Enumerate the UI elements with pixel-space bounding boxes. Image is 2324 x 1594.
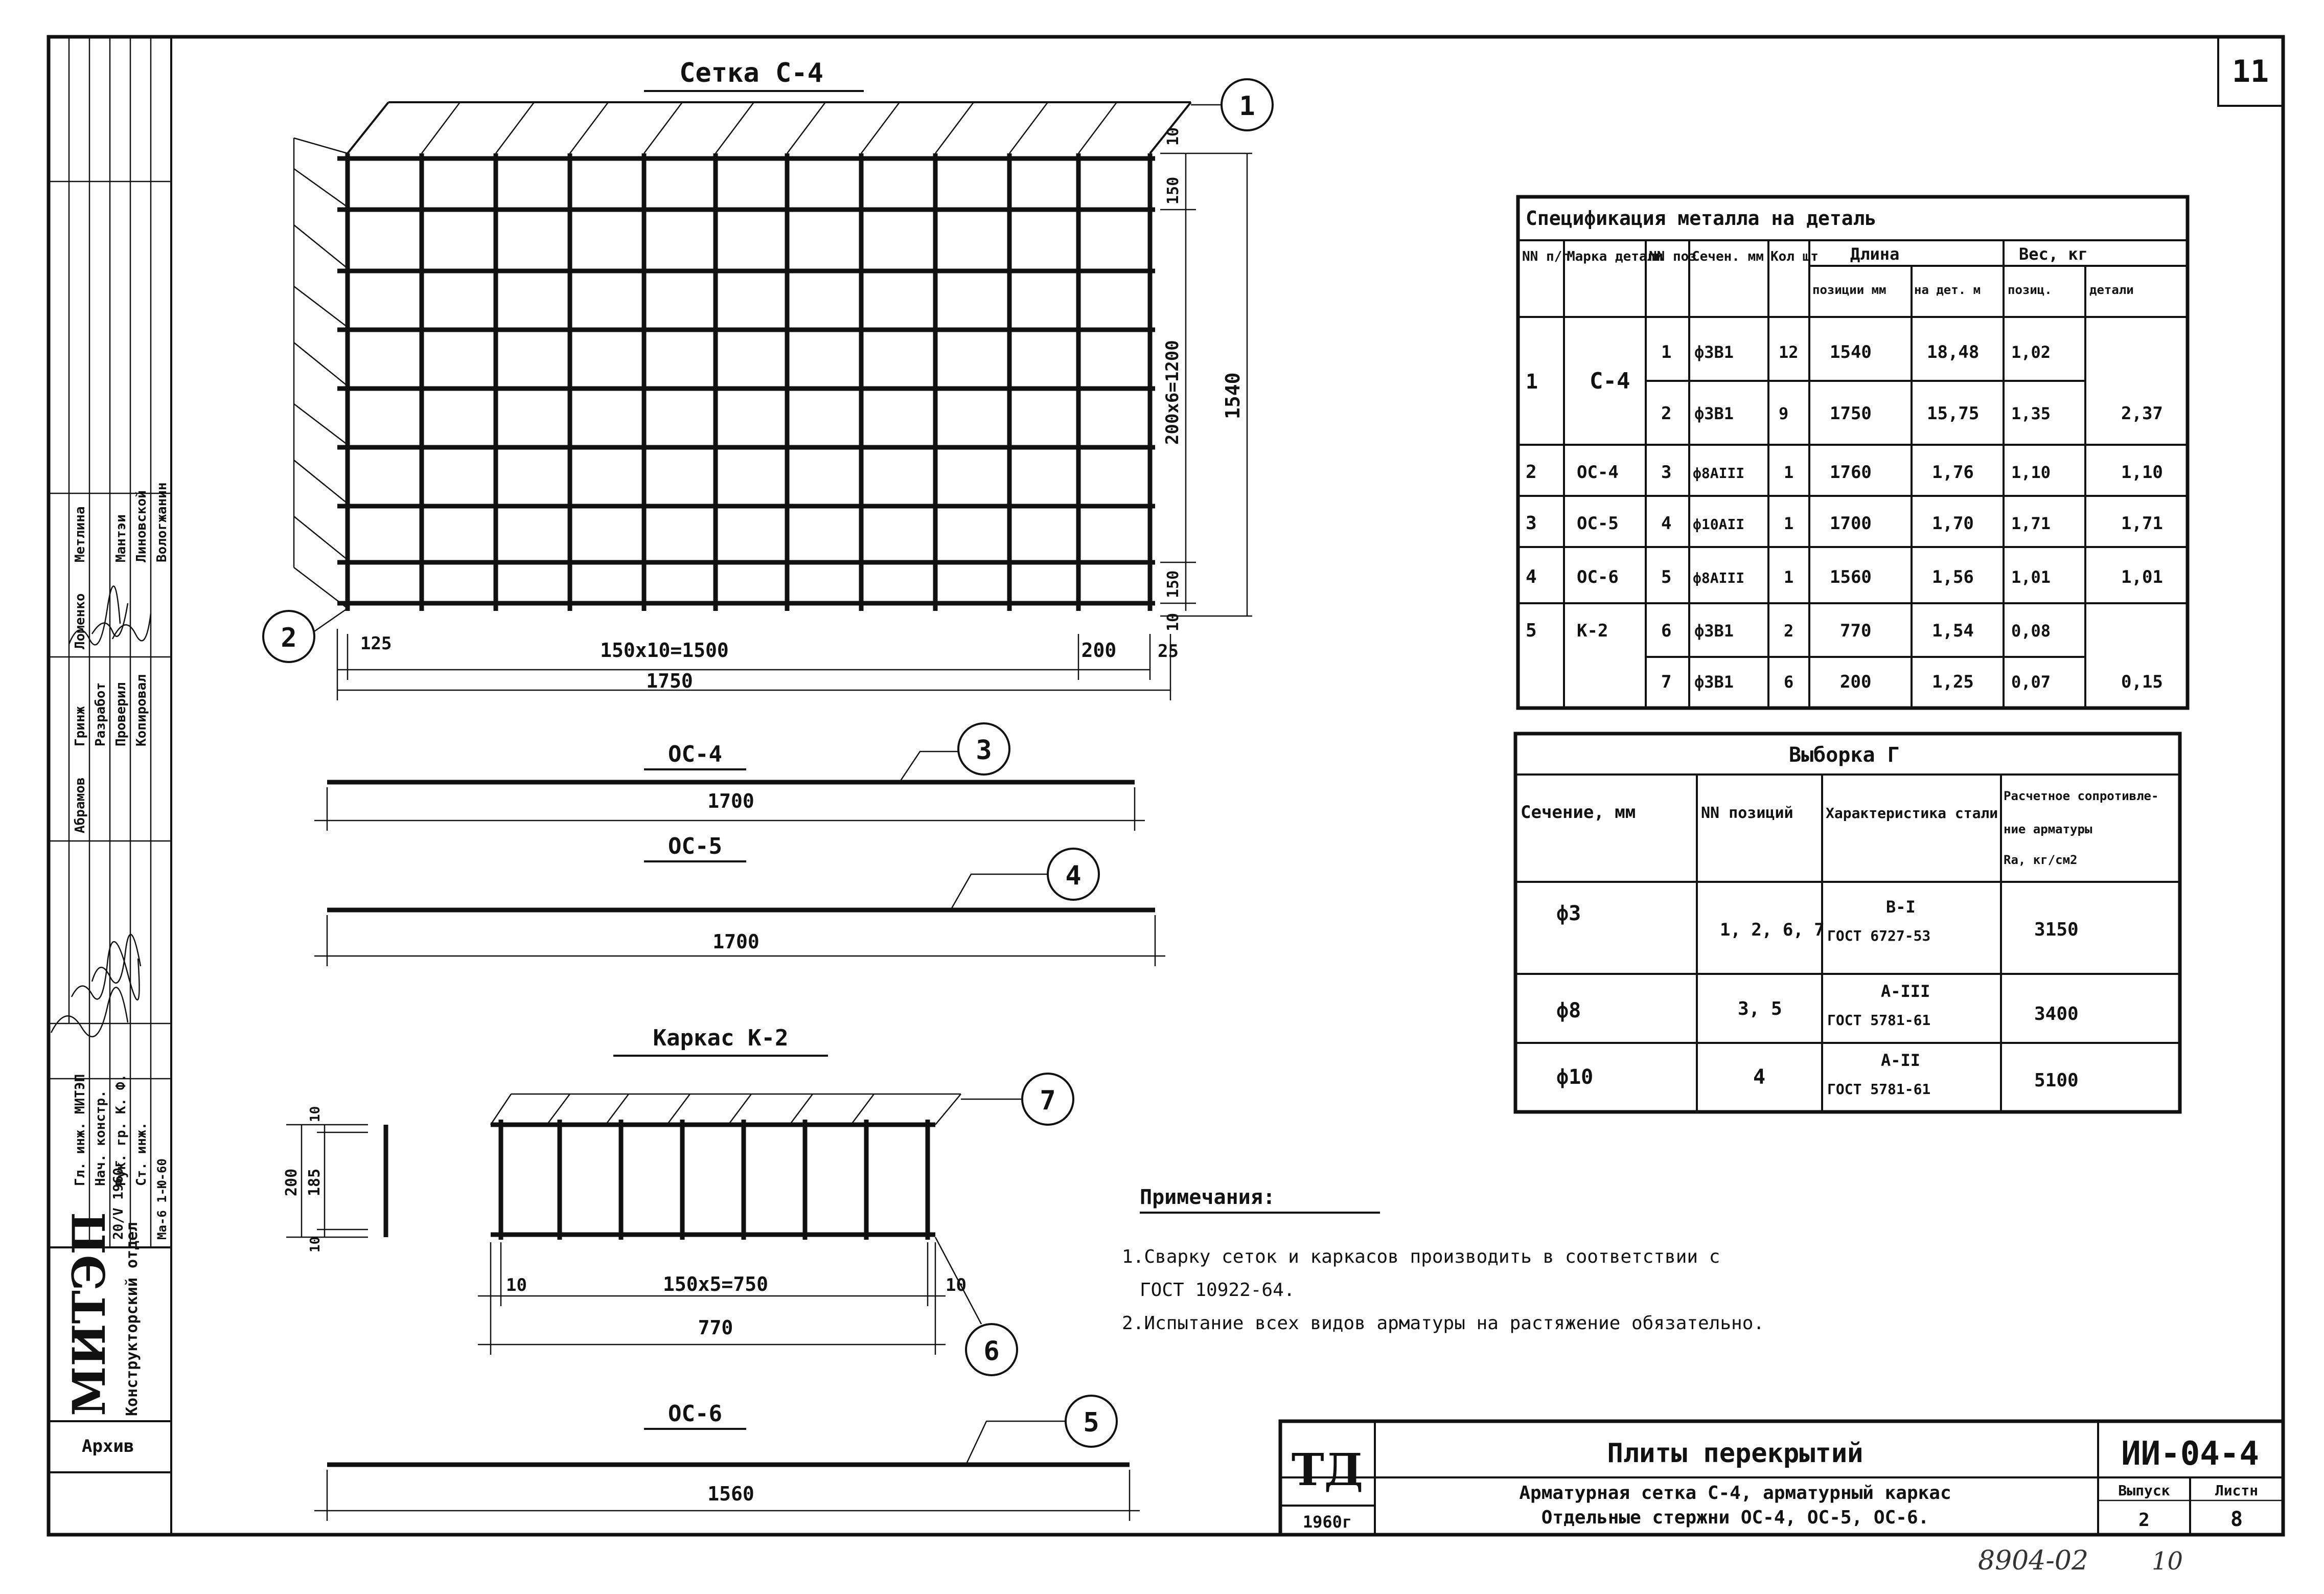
- spec-r4-lpos: 1700: [1830, 513, 1872, 534]
- sel-h-res1: Расчетное сопротивле-: [2004, 789, 2159, 803]
- stamp-role-2: Нач. констр.: [93, 1090, 108, 1186]
- spec-r5-mark: ОС-6: [1577, 567, 1619, 587]
- spec-r3-wdet: 1,10: [2121, 462, 2163, 483]
- spec-r7-ldet: 1,25: [1932, 672, 1974, 692]
- spec-r7-sec: ф3В1: [1694, 672, 1734, 692]
- spec-r5-pos: 5: [1661, 567, 1672, 587]
- sheet-border: [49, 37, 2283, 1535]
- sel-r2-char1: А-III: [1881, 982, 1930, 1001]
- spec-h-mark: Марка детали: [1567, 249, 1663, 264]
- spec-h-len: Длина: [1850, 244, 1900, 264]
- frame-dim-right: 10: [946, 1275, 967, 1295]
- notes-title: Примечания:: [1140, 1186, 1275, 1209]
- callout-5: 5: [1083, 1407, 1099, 1438]
- sel-h-pos: NN позиций: [1701, 804, 1793, 822]
- spec-r6-lpos: 770: [1840, 621, 1872, 641]
- sel-r3-sec: ф10: [1556, 1065, 1594, 1089]
- spec-r4-sec: ф10АII: [1693, 516, 1745, 533]
- spec-r3-pos: 3: [1661, 462, 1672, 483]
- bar-os6-length: 1560: [707, 1483, 754, 1505]
- spec-r3-sec: ф8АIII: [1693, 465, 1745, 482]
- inventory-suffix: 10: [2152, 1547, 2183, 1576]
- spec-r2-wpos: 1,35: [2011, 404, 2051, 423]
- spec-r1-lpos: 1540: [1830, 342, 1872, 362]
- callout-2: 2: [281, 623, 297, 653]
- sel-r3-char1: А-II: [1881, 1051, 1921, 1070]
- mesh-dim-rtotal: 1540: [1222, 372, 1244, 419]
- mesh-dim-rmid: 200х6=1200: [1162, 340, 1183, 445]
- stamp-org: МИТЭП: [62, 1212, 116, 1416]
- spec-r3-ldet: 1,76: [1932, 462, 1974, 483]
- title-td: ТД: [1291, 1444, 1364, 1496]
- stamp-colname-3: Вологжанин: [154, 482, 170, 562]
- spec-r4-wpos: 1,71: [2011, 514, 2051, 533]
- signature-2: [72, 942, 140, 1000]
- sel-r1-res: 3150: [2034, 919, 2079, 940]
- title-sub-1: Арматурная сетка С-4, арматурный каркас: [1519, 1483, 1951, 1504]
- stamp-name-1: Абрамов: [73, 777, 88, 833]
- spec-r1-pos: 1: [1661, 342, 1672, 362]
- bar-os6-title: ОС-6: [668, 1401, 722, 1427]
- spec-r1-nn: 1: [1526, 370, 1538, 394]
- bar-os4-length: 1700: [707, 790, 754, 812]
- stamp-role-1: Гл. инж. МИТЭП: [73, 1074, 88, 1186]
- spec-r7-lpos: 200: [1840, 672, 1872, 692]
- callout-7: 7: [1040, 1085, 1056, 1116]
- title-sheet-label: Листн: [2215, 1482, 2259, 1499]
- stamp-col-1: Разработ: [93, 682, 108, 746]
- spec-h-qty: Кол шт: [1770, 249, 1819, 264]
- sel-r3-char2: ГОСТ 5781-61: [1827, 1081, 1931, 1098]
- spec-r3-mark: ОС-4: [1577, 462, 1619, 483]
- mesh-title: Сетка С-4: [679, 58, 823, 88]
- frame-sec-bot: 10: [308, 1236, 323, 1253]
- stamp-colname-2: Линовской: [134, 490, 149, 562]
- spec-r5-ldet: 1,56: [1932, 567, 1974, 587]
- sel-r2-res: 3400: [2034, 1004, 2079, 1024]
- frame-title: Каркас К-2: [653, 1025, 789, 1051]
- spec-r4-pos: 4: [1661, 513, 1672, 534]
- spec-r6-ldet: 1,54: [1932, 621, 1974, 641]
- sel-r1-pos: 1, 2, 6, 7: [1720, 920, 1825, 940]
- title-designation: ИИ-04-4: [2121, 1435, 2259, 1473]
- sel-title: Выборка Г: [1789, 743, 1900, 767]
- spec-r1-ldet: 18,48: [1927, 342, 1980, 362]
- spec-h-wt-det: детали: [2089, 283, 2134, 297]
- spec-r7-qty: 6: [1784, 672, 1794, 692]
- stamp-name-2: Гринж: [73, 706, 88, 746]
- mesh-dim-r10a: 10: [1164, 127, 1182, 146]
- sel-r2-sec: ф8: [1556, 999, 1581, 1022]
- stamp-role-3: Рук. гр. К. Ф.: [113, 1074, 129, 1186]
- callout-3: 3: [976, 735, 992, 766]
- title-issue-label: Выпуск: [2118, 1482, 2170, 1499]
- spec-r6-nn: 5: [1526, 620, 1537, 641]
- title-sub-2: Отдельные стержни ОС-4, ОС-5, ОС-6.: [1541, 1507, 1929, 1528]
- notes-line-1: 1.Сварку сеток и каркасов производить в соответствии с: [1122, 1246, 1720, 1267]
- spec-r2-sec: ф3В1: [1694, 404, 1734, 423]
- mesh-dim-25: 25: [1158, 641, 1179, 662]
- spec-r1-mark: С-4: [1590, 368, 1630, 394]
- spec-r5-wdet: 1,01: [2121, 567, 2163, 587]
- spec-r2-qty: 9: [1779, 404, 1789, 423]
- title-main: Плиты перекрытий: [1607, 1438, 1863, 1469]
- spec-r3-nn: 2: [1526, 462, 1537, 483]
- sel-r3-res: 5100: [2034, 1070, 2079, 1091]
- signature-6: [112, 613, 151, 641]
- callout-1: 1: [1239, 91, 1255, 122]
- spec-h-sec: Сечен. мм: [1692, 249, 1764, 264]
- sel-r2-char2: ГОСТ 5781-61: [1827, 1012, 1931, 1029]
- title-issue-value: 2: [2138, 1510, 2150, 1531]
- spec-r2-pos: 2: [1661, 403, 1672, 424]
- stamp-dept: Конструкторский отдел: [123, 1222, 141, 1416]
- spec-r5-qty: 1: [1784, 567, 1794, 587]
- bar-os5-length: 1700: [712, 930, 760, 953]
- callout-4: 4: [1065, 860, 1082, 891]
- mesh-dims-bottom: [337, 629, 1170, 700]
- frame-sec-inner: 185: [306, 1168, 324, 1196]
- spec-r3-wpos: 1,10: [2011, 463, 2051, 482]
- spec-r2-ldet: 15,75: [1927, 403, 1980, 424]
- frame-sec-top: 10: [308, 1106, 323, 1122]
- stamp-name-3: Ломенко: [73, 593, 88, 649]
- spec-h-pos: NN поз: [1649, 249, 1697, 264]
- spec-r4-ldet: 1,70: [1932, 513, 1974, 534]
- mesh-dim-r150a: 150: [1164, 176, 1182, 204]
- frame-dim-total: 770: [698, 1316, 733, 1339]
- bar-os5-title: ОС-5: [668, 833, 722, 859]
- sel-r1-char1: В-I: [1886, 897, 1916, 917]
- spec-r1-sec: ф3В1: [1694, 343, 1734, 362]
- frame-drawing: [491, 1094, 961, 1240]
- spec-r6-pos: 6: [1661, 621, 1672, 641]
- spec-r7-pos: 7: [1661, 672, 1672, 692]
- spec-r6-wpos: 0,08: [2011, 621, 2051, 641]
- frame-section: [286, 1125, 386, 1237]
- notes-line-2: 2.Испытание всех видов арматуры на растяжение обязательно.: [1122, 1313, 1765, 1334]
- title-year: 1960г: [1302, 1512, 1352, 1532]
- frame-dim-left: 10: [506, 1275, 527, 1295]
- spec-r5-sec: ф8АIII: [1693, 570, 1745, 586]
- page-number: 11: [2231, 54, 2269, 89]
- sel-h-sec: Сечение, мм: [1521, 802, 1636, 823]
- spec-r7-wpos: 0,07: [2011, 672, 2051, 692]
- sel-r1-sec: ф3: [1556, 902, 1581, 925]
- stamp-col-3: Копировал: [134, 674, 149, 746]
- spec-r7-wdet: 0,15: [2121, 672, 2163, 692]
- inventory-number: 8904-02: [1978, 1545, 2089, 1576]
- spec-r4-nn: 3: [1526, 513, 1537, 534]
- spec-r4-wdet: 1,71: [2121, 513, 2163, 534]
- frame-dim-mid: 150х5=750: [663, 1273, 768, 1295]
- spec-r4-mark: ОС-5: [1577, 513, 1619, 534]
- callout-6: 6: [983, 1336, 1000, 1367]
- sel-r3-pos: 4: [1753, 1065, 1766, 1089]
- spec-r2-wdet: 2,37: [2121, 403, 2163, 424]
- spec-r5-lpos: 1560: [1830, 567, 1872, 587]
- stamp-sig-note: Ма-6 1-Ю-60: [155, 1158, 169, 1240]
- mesh-dim-total: 1750: [646, 670, 693, 692]
- bar-os4-title: ОС-4: [668, 741, 722, 767]
- title-sheet-value: 8: [2230, 1508, 2243, 1531]
- stamp-col-2: Проверил: [113, 682, 129, 746]
- sel-h-char: Характеристика стали: [1826, 805, 1998, 822]
- mesh-dim-r150b: 150: [1164, 570, 1182, 598]
- notes-line-1b: ГОСТ 10922-64.: [1140, 1280, 1295, 1301]
- sel-h-res3: Ra, кг/см2: [2004, 853, 2078, 867]
- sel-r2-pos: 3, 5: [1738, 998, 1782, 1019]
- stamp-date: 20/V 1960г: [111, 1159, 126, 1240]
- mesh-dim-1500: 150х10=1500: [600, 639, 729, 662]
- spec-title: Спецификация металла на деталь: [1526, 207, 1877, 230]
- spec-r6-sec: ф3В1: [1694, 621, 1734, 641]
- spec-r2-lpos: 1750: [1830, 403, 1872, 424]
- spec-r3-lpos: 1760: [1830, 462, 1872, 483]
- sel-r1-char2: ГОСТ 6727-53: [1827, 927, 1931, 944]
- spec-r6-qty: 2: [1784, 621, 1794, 641]
- stamp-archive: Архив: [82, 1436, 134, 1456]
- spec-h-nn: NN п/п: [1522, 249, 1570, 264]
- mesh-grid: [294, 102, 1191, 611]
- stamp-role-4: Ст. инж.: [134, 1122, 149, 1186]
- spec-r4-qty: 1: [1784, 514, 1794, 533]
- spec-h-len-det: на дет. м: [1914, 283, 1981, 297]
- spec-r3-qty: 1: [1784, 463, 1794, 482]
- spec-r1-wpos: 1,02: [2011, 343, 2051, 362]
- sel-h-res2: ние арматуры: [2004, 822, 2092, 836]
- mesh-dim-r10b: 10: [1164, 612, 1182, 631]
- spec-r6-mark: К-2: [1577, 621, 1608, 641]
- spec-h-len-pos: позиции мм: [1812, 283, 1886, 297]
- mesh-dim-200: 200: [1081, 639, 1117, 662]
- spec-r5-wpos: 1,01: [2011, 567, 2051, 587]
- spec-h-wt: Вес, кг: [2019, 244, 2088, 264]
- spec-r5-nn: 4: [1526, 566, 1537, 587]
- stamp-name-4: Метлина: [73, 506, 88, 562]
- stamp-colname-1: Мантэи: [113, 514, 129, 562]
- signature-3: [92, 935, 141, 983]
- frame-sec-h: 200: [283, 1168, 301, 1196]
- mesh-dim-125: 125: [360, 633, 392, 654]
- spec-r1-qty: 12: [1779, 343, 1799, 362]
- spec-h-wt-pos: позиц.: [2008, 283, 2052, 297]
